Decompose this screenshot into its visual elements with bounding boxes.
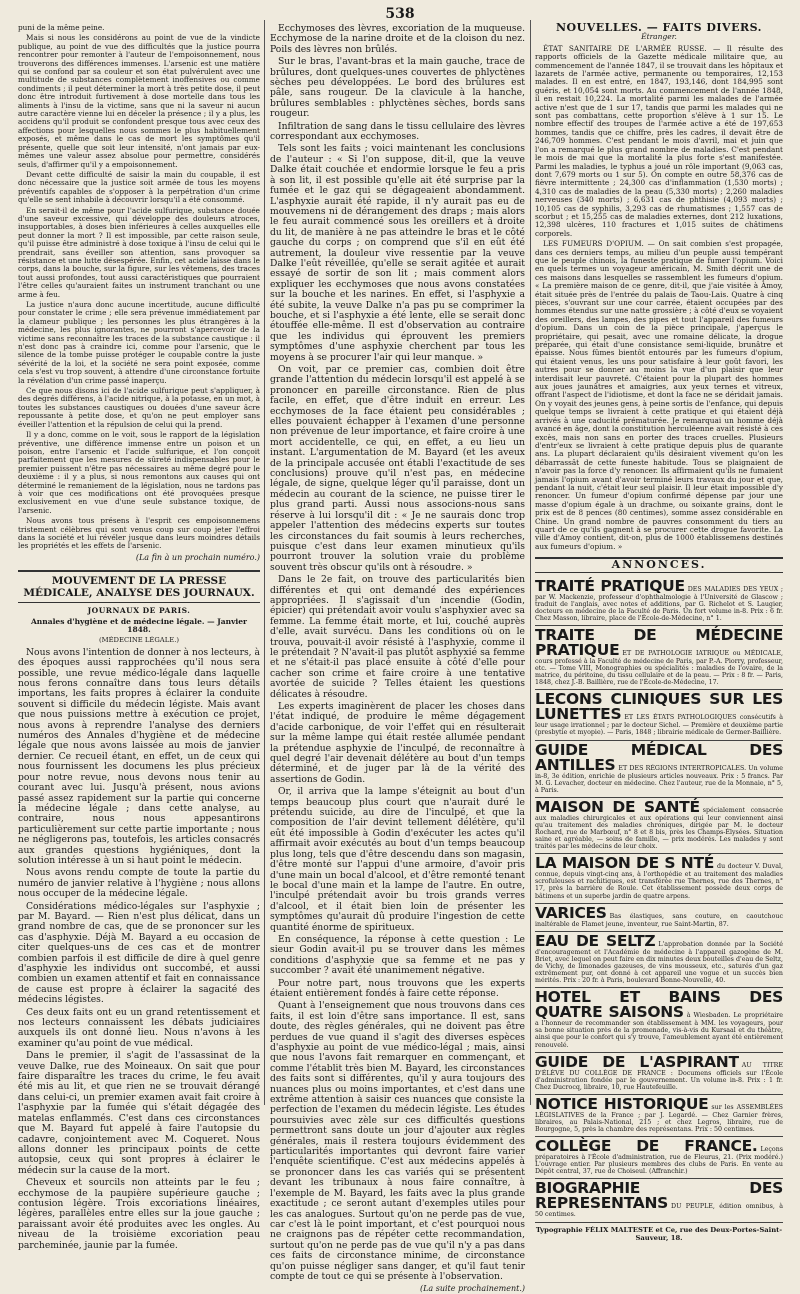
advertisement-text: sur les ASSEMBLÉES LÉGISLATIVES de la France ; par J. Legardé. — Chez Garnier frères, libraires, au Palais-National, 215 ; et chez Legros, libraire, rue de Bourgogne, 5, près la chambre des représentans. Prix : 50 centimes. xyxy=(535,1103,783,1134)
advertisement xyxy=(535,1137,783,1179)
typography-footer: Typographie FÉLIX MALTESTE et Ce, rue des Deux-Portes-Saint-Sauveur, 18. xyxy=(535,1225,783,1242)
advertisement-text: Leçons préparatoires à l'École d'administration, rue de Fleurus, 21. (Prix modéré.) L'ouvrage entier. Par plusieurs membres des clubs de Paris. En vente au Dépôt central, 37, rue de Choiseul. (Affranchir.) xyxy=(535,1146,783,1176)
advertisement xyxy=(535,798,783,854)
column-divider xyxy=(264,20,265,1105)
paragraph: On voit, par ce premier cas, combien doit être grande l'attention du médecin lorsqu'il est appelé à se prononcer en pareille circonstance. Rien de plus facile, en effet, que d'être induit en erreur. Les ecchymoses de la face étaient peu considérables ; elles pouvaient échapper à l'examen d'une personne non prévenue de leur importance, et faire croire à une mort accidentelle, ce qui, en effet, a eu lieu un instant. L'argumentation de M. Bayard (et les aveux de la principale accusée ont établi l'exactitude de ses conclusions) prouve qu'il n'est pas, en médecine légale, de signe, quelque léger qu'il paraisse, dont un médecin au courant de la science, ne puisse tirer le plus grand parti. Aussi nous associons-nous sans réserve à lui lorsqu'il dit : « Je ne saurais donc trop appeler l'attention des médecins experts sur toutes les circonstances du fait soumis à leurs recherches, puisque c'est dans leur examen minutieux qu'ils pourront trouver la solution vraie du problème souvent très obscur qu'ils ont à résoudre. » xyxy=(270,364,525,573)
paragraph: Quant à l'enseignement que nous trouvons dans ces faits, il est loin d'être sans importance. Il est, sans doute, des règles générales, qui ne doivent pas être perdues de vue quand il s'agit des diverses espèces d'asphyxie au point de vue médico-légal ; mais, ainsi que nous l'avons fait remarquer en commençant, et comme l'établit très bien M. Bayard, les circonstances des faits sont si différentes, qu'il y aura toujours des nuances plus ou moins importantes, et c'est dans une extrême attention à saisir ces nuances que consiste la perfection de l'examen du médecin légiste. Les études poursuivies avec zèle sur ces difficultés questions permettront sans doute un jour d'ajouter aux règles générales, mais il restera toujours évidemment des particularités importantes qui devront faire varier l'enquête scientifique. C'est aux médecins appelés à se prononcer dans les cas variés qui se présentent devant les tribunaux à nous faire connaître, à l'exemple de M. Bayard, les faits avec la plus grande exactitude ; ce seront autant d'exemples utiles pour les cas analogues. Surtout qu'on ne perde pas de vue, car c'est là le point important, et c'est pourquoi nous ne craignons pas de répéter cette recommandation, surtout qu'on ne perde pas de vue qu'il n'y a pas dans ces faits de circonstance minime, de circonstance qu'on puisse négliger sans danger, et qu'il faut tenir compte de tout ce qui se présente à l'observation. xyxy=(270,1000,525,1282)
advertisement-text: à Wiesbaden. Le propriétaire a l'honneur de recommander son établissement à MM. les voyageurs, pour sa bonne situation près de la promenade, vis-à-vis du Kursaal et du théâtre, ainsi que pour le confort qui s'y trouve, l'ameublement ayant été entièrement renouvelé. xyxy=(535,1012,783,1049)
advertisement xyxy=(535,1053,783,1095)
advertisement-text: spécialement consacrée aux maladies chirurgicales et aux opérations qui leur conviennent ainsi qu'au traitement des maladies chroniques, dirigée par M. le docteur Rochard, rue de Marbœuf, n° 8 et 8 bis, près les Champs-Élysées. Situation saine et agréable, — soins de famille, — prix modérés. Les malades y sont traités par les médecins de leur choix. xyxy=(535,806,783,851)
paragraph: Or, il arriva que la lampe s'éteignit au bout d'un temps beaucoup plus court que n'aurait duré le prétendu suicide, au dire de l'inculpé, et que la composition de l'air devint tellement délétère, qu'il eût été impossible à Godin d'exécuter les actes qu'il affirmait avoir exécutés au bout d'un temps beaucoup plus long, tels que d'être descendu dans son magasin, d'être monté sur l'appui d'une armoire, d'avoir pris d'une main un bocal d'alcool, et d'être remonté tenant le bocal d'une main et la lampe de l'autre. En outre, l'inculpé prétendait avoir bu trois grands verres d'alcool, et il était bien loin de présenter les symptômes qu'aurait dû produire l'ingestion de cette quantité énorme de spiritueux. xyxy=(270,786,525,933)
paragraph: Nous avons tous présens à l'esprit ces empoisonnemens tristement célèbres qui sont venus coup sur coup jeter l'effroi dans la société et lui révéler jusque dans leurs moindres détails les propriétés et les effets de l'arsenic. xyxy=(18,516,260,551)
paragraph: Infiltration de sang dans le tissu cellulaire des lèvres correspondant aux ecchymoses. xyxy=(270,120,525,143)
section-rule xyxy=(18,602,260,603)
advertisement-text: Bas élastiques, sans couture, en caoutchouc inaltérable de Flamet jeune, inventeur, rue Saint-Martin, 87. xyxy=(535,912,783,928)
journal-heading: Annales d'hygiène et de médecine légale. — Janvier 1848. xyxy=(30,616,247,634)
paragraph: puni de la même peine. xyxy=(18,23,105,32)
column-3 xyxy=(535,21,784,1242)
advertisement-text: ET DE PATHOLOGIE IATRIQUE ou MÉDICALE, cours professé à la Faculté de médecine de Paris, par P.-A. Piorry, professeur, etc. — Tome VIII, Monographies ou spécialités : maladies de l'ovaire, de la matrice, du péritoine, du tissu cellulaire et de la peau. — Prix : 8 fr. — Paris, 1848, chez J.-B. Baillière, rue de l'École-de-Médecine, 17. xyxy=(535,649,783,687)
advertisement-text: L'approbation donnée par la Société d'encouragement et l'Académie de médecine à l'appareil gazogène de M. Briet, avec lequel on peut faire en dix minutes deux bouteilles d'eau de Seltz, de Vichy, de limonades gazeuses, de vins mousseux, etc., saturés d'un gaz extrêmement pur, ont donné à cet appareil une vogue et un succès bien mérités. Prix : 20 fr. à Paris, boulevard Bonne-Nouvelle, 40. xyxy=(535,940,784,985)
advertisement xyxy=(535,854,783,903)
column-divider xyxy=(530,20,531,1105)
news-section-title: NOUVELLES. — FAITS DIVERS. xyxy=(556,21,762,34)
advertisement-heading: GUIDE DE L'ASPIRANT xyxy=(535,1052,739,1071)
advertisement-text: du docteur V. Duval, connue, depuis vingt-cinq ans, à l'orthopédie et au traitement des maladies scrofuleuses et rachitiques, est transférée rue Thernes, rue des Thernes, n° 17, près la barrière de Roule. Cet établissement possède deux corps de bâtimens et un superbe jardin de quatre arpens. xyxy=(535,863,783,900)
paragraph: Cheveux et sourcils non atteints par le feu ; ecchymose de la paupière supérieure gauche ; contusion légère. Trois excoriations linéaires, légères, parallèles entre elles sur la joue gauche ; paraissant avoir été produites avec les ongles. Au niveau de la troisième excoriation peau parcheminée, jaunie par la fumée. xyxy=(18,1177,260,1251)
paragraph: Devant cette difficulté de saisir la main du coupable, il est donc nécessaire que la justice soit armée de tous les moyens préventifs capables de s'opposer à la perpétration d'un crime qu'elle se sent inhabile à découvrir lorsqu'il a été consommé. xyxy=(18,169,260,205)
advertisement-text: DU PEUPLE, édition omnibus, à 50 centimes. xyxy=(535,1203,783,1219)
column-1 xyxy=(18,23,260,1251)
paragraph: En conséquence, la réponse à cette question : Le sieur Godin avait-il pu se trouver dans les mêmes conditions d'asphyxie que sa femme et ne pas y succomber ? avait été unanimement négative. xyxy=(270,933,525,977)
advertisement-heading: TRAITE DE MÉDECINE PRATIQUE xyxy=(535,625,783,659)
advertisement xyxy=(535,741,783,798)
advertisement-heading: COLLÈGE DE FRANCE. xyxy=(535,1137,758,1156)
paragraph: Dans le premier, il s'agit de l'assassinat de la veuve Dalke, rue des Moineaux. On sait que pour faire disparaître les traces du crime, le feu avait été mis au lit, et que rien ne se trouvait dérangé dans celui-ci, un premier examen avait fait croire à l'asphyxie par la fumée qui s'était dégagée des matelas enflammés. C'est dans ces circonstances que M. Bayard fut appelé à faire l'autopsie du cadavre, conjointement avec M. Coqueret. Nous allons donner les principaux points de cette autopsie, ceux qui sont propres à éclairer le médecin sur la cause de la mort. xyxy=(18,1050,260,1176)
advertisement-heading: GUIDE MÉDICAL DES ANTILLES xyxy=(535,740,783,774)
advertisement-text: DES MALADIES DES YEUX ; par W. Mackenzie, professeur d'ophthalmologie à l'Université de Glascow ; traduit de l'anglais, avec notes et additions, par G. Richelot et S. Laugier, docteurs en médecine de la Faculté de Paris. Un fort volume in-8. Prix : 6 fr. Chez Masson, libraire, place de l'École-de-Médecine, n° 1. xyxy=(535,585,783,622)
paragraph: Pour notre part, nous trouvons que les experts étaient entièrement fondés à faire cette réponse. xyxy=(270,977,525,999)
advertisement-text: ET LES ÉTATS PATHOLOGIQUES consécutifs à leur usage irrationnel ; par le docteur Sichel. — Première et deuxième partie (presbytie et myopie). — Paris, 1848 ; librairie médicale de Germer-Baillière. xyxy=(535,714,783,737)
paragraph: Ces deux faits ont eu un grand retentissement et nos lecteurs connaissent les débats judiciaires auxquels ils ont donné lieu. Nous n'avons à les examiner qu'au point de vue médical. xyxy=(18,1006,260,1049)
column-2 xyxy=(270,23,525,1294)
page-number: 538 xyxy=(385,6,415,22)
paragraph: En serait-il de même pour l'acide sulfurique, substance douée d'une saveur excessive, qui développe des douleurs atroces, insupportables, à doses bien inférieures à celles auxquelles elle peut donner la mort ? Il est impossible, par cette raison seule, qu'il puisse être administré à dose toxique à l'insu de celui qui le prendrait, sans éveiller son attention, sans provoquer sa résistance et une lutte désespérée. Enfin, cet acide laisse dans le corps, dans la bouche, sur la figure, sur les vêtemens, des traces tout aussi profondes, tout aussi caractéristiques que pourraient l'être celles qu'auraient faites un instrument tranchant ou une arme à feu. xyxy=(18,205,260,299)
advertisement-heading: MAISON DE SANTÉ xyxy=(535,797,700,816)
paragraph: ÉTAT SANITAIRE DE L'ARMÉE RUSSE. — Il résulte des rapports officiels de la Gazette médicale militaire que, au commencement de l'année 1847, il se trouvait dans les hôpitaux et lazarets de l'armée active, permanente ou temporaires, 12,153 malades. Il en est entré, en 1847, 193,146, dont 184,995 sont guéris, et 10,054 sont morts. Au commencement de l'année 1848, il en restait 10,224. La mortalité parmi les malades de l'armée active n'est que de 1 sur 17, tandis que parmi les malades qui ne sont pas combattans, cette proportion s'élève à 1 sur 15. Le nombre effectif des troupes de l'armée active a été de 197,653 hommes, tandis que ce chiffre, près les cadres, il devait être de 246,709 hommes. C'est pendant le mois d'avril, mai et juin que l'on a remarqué le plus grand nombre de maladies. C'est pendant le mois de mai que la mortalité la plus forte s'est manifestée. Parmi les maladies, le typhus a joué un rôle important (9,063 cas, dont 7,679 morts ou 1 sur 5). On compte en outre 58,376 cas de fièvre intermittente ; 24,300 cas d'inflammation (1,530 morts) ; 4,310 cas de maladies de la peau (5,330 morts) ; 2,260 maladies nerveuses (340 morts) ; 6,631 cas de phthisie (4,093 morts) ; 10,105 cas de syphilis, 3,293 cas de rhumatismes ; 1,557 cas de scorbut ; et 15,255 cas de maladies externes, dont 212 luxations, 12,398 ulcères, 110 fractures et 1,015 suites de châtimens corporels. xyxy=(535,43,783,238)
paragraph: Ecchymoses des lèvres, excoriation de la muqueuse. Ecchymose de la narine droite et de la cloison du nez. Poils des lèvres non brûlés. xyxy=(270,23,525,55)
paragraph: Les experts imaginèrent de placer les choses dans l'état indiqué, de produire le même dégagement d'acide carbonique, de voir l'effet qui en résulterait sur la même lampe qui était restée allumée pendant la prétendue asphyxie de l'inculpé, de reconnaître à quel degré l'air devenait délétère au bout d'un temps déterminé, et de juger par là de la vérité des assertions de Godin. xyxy=(270,701,525,785)
advertisement xyxy=(535,690,783,740)
continuation-note: (La suite prochainement.) xyxy=(419,1284,525,1294)
advertisement xyxy=(535,988,783,1052)
advertisement xyxy=(535,577,783,626)
advertisement-text: AU TITRE D'ÉLÈVE DU COLLÈGE DE FRANCE : Documens officiels sur l'École d'administration fondée par le gouvernement. Un volume in-8. Prix : 1 fr. Chez Ducrocq, libraire, 10, rue Hautefeuille. xyxy=(535,1061,783,1091)
paragraph: Mais si nous les considérons au point de vue de la vindicte publique, au point de vue des difficultés que la justice pourra rencontrer pour remonter à l'auteur de l'empoisonnement, nous trouverons des différences immenses. L'arsenic est une matière qui se confond par sa couleur et son état pulvérulent avec une multitude de substances complètement inoffensives ou comme condiments ; il peut déterminer la mort à très petite dose, il peut donc être introduit furtivement à dose mortelle dans tous les aliments à l'insu de la victime, sans que ni la saveur ni aucun autre caractère vienne lui en déceler la présence ; il y a plus, les accidens qu'il produit se confondent presque tous avec ceux des affections pour lesquelles nous sommes le plus habituellement exposés, et même dans le cas de mort les symptômes qu'il présente, quelle que soit leur intensité, n'ont jamais par eux-mêmes une valeur assez absolue pour permettre, considérés seuls, d'affirmer qu'il y a empoisonnement. xyxy=(18,33,260,169)
advertisement-heading: HOTEL ET BAINS DES QUATRE SAISONS xyxy=(535,988,783,1022)
paragraph: LES FUMEURS D'OPIUM. — On sait combien s'est propagée, dans ces derniers temps, au milieu d'un peuple aussi tempérant que le peuple chinois, la funeste pratique de fumer l'opium. Voici en quels termes un voyageur américain, M. Smith décrit une de ces maisons dans lesquelles se rassemblent les fumeurs d'opium. « La première maison de ce genre, dit-il, que j'aie visitée à Amoy, était située près de l'entrée du palais de Taou-Lais. Quatre à cinq pièces, s'ouvrant sur une cour carrée, étaient occupées par des hommes étendus sur une natte grossière ; à côté d'eux se voyaient des oreillers, des lampes, des pipes et tout l'appareil des fumeurs d'opium. Dans un coin de la pièce principale, j'aperçus le propriétaire, qui pesait, avec une romaine délicate, la drogue préparée, qui était d'une consistance semi-liquide, brunâtre et épaisse. Nous fûmes bientôt entourés par les fumeurs d'opium, qui étaient venus, les uns pour satisfaire à leur goût favori, les autres pour se donner au moins la vue d'un plaisir que leur interdisait leur pauvreté. C'étaient pour la plupart des hommes aux joues jaunâtres et amaigries, aux yeux ternes et vitreux, offrant l'aspect de l'idiotisme, et dont la face ne se déridait jamais. On y voyait des jeunes gens, à peine sortis de l'enfance, qui depuis quelque temps se livraient à cette pratique et qui étaient déjà arrivés à une caducité prématurée. Je remarquai un homme déjà avancé en âge, dont la constitution herculéenne avait résisté à ces excès, mais non sans en porter des traces cruelles. Plusieurs d'entr'eux se livraient à cette pratique depuis plus de quarante ans. La plupart déclaraient qu'ils désiraient vivement qu'on les débarrassât de cette funeste habitude. Tous se plaignaient de n'avoir pas la force d'y renoncer. Ils affirmaient qu'ils ne fumaient jamais l'opium avant d'avoir terminé leurs travaux du jour et que, pendant la nuit, c'était leur seul plaisir. Il leur était impossible d'y renoncer. Un fumeur d'opium confirmé dépense par jour une masse d'opium égale à un drachme, ou soixante grains, dont le prix est de 8 pences (80 centimes), somme assez considérable en Chine. Un grand nombre de pauvres consomment du tiers au quart de ce qu'ils gagnent à se procurer cette drogue favorite. La ville d'Amoy contient, dit-on, plus de 1000 établissemens destinés aux fumeurs d'opium. » xyxy=(535,239,783,551)
advertisement xyxy=(535,1095,783,1137)
advertisements xyxy=(535,577,783,1223)
paragraph: Il y a donc, comme on le voit, sous le rapport de la législation préventive, une différence immense entre un poison et un poison, entre l'arsenic et l'acide sulfurique, et l'on conçoit parfaitement que les mesures de sûreté indispensables pour le premier puissent n'être pas nécessaires au même degré pour le deuxième : il y a plus, si nous remontons aux causes qui ont déterminé le remaniement de la législation, nous ne tardons pas à voir que ces modifications ont été provoquées presque exclusivement en vue d'une seule substance toxique, de l'arsenic. xyxy=(18,430,260,515)
paragraph: Nous avons l'intention de donner à nos lecteurs, à des époques aussi rapprochées qu'il nous sera possible, une revue médico-légale dans laquelle nous ferons connaître dans tous leurs détails importans, les faits propres à éclairer la conduite souvent si difficile du médecin légiste. Mais avant que nous puissions mettre à exécution ce projet, nous avons à reprendre l'analyse des derniers numéros des Annales d'hygiène et de médecine légale que nous avons laissée au mois de janvier dernier. Ce recueil étant, en effet, un de ceux qui nous fournissent les documens les plus précieux pour notre revue, nous devons nous tenir au courant avec lui. Jusqu'à présent, nous avions passé assez rapidement sur la partie qui concerne la médecine légale ; dans cette analyse, au contraire, nous nous appesantirons particulièrement sur cette partie importante ; nous ne négligerons pas, toutefois, les articles consacrés aux grandes questions hygiéniques, dont la solution intéresse à un si haut point le médecin. xyxy=(18,646,260,866)
advertisement-heading: VARICES xyxy=(535,903,607,922)
paragraph: Tels sont les faits ; voici maintenant les conclusions de l'auteur : « Si l'on suppose, dit-il, que la veuve Dalke était couchée et endormie lorsque le feu a pris à son lit, il est possible qu'elle ait été surprise par la fumée et le gaz qui se dégageaient abondamment. L'asphyxie aurait été rapide, il n'y aurait pas eu de mouvemens ni de dérangement des draps ; mais alors le feu aurait commencé sous les oreillers et à droite du lit, de manière à ne pas atteindre le bras et le côté gauche du corps ; on comprend que s'il en eût été autrement, la douleur vive ressentie par la veuve Dalke l'eût réveillée, qu'elle se serait agitée et aurait essayé de sortir de son lit ; mais comment alors expliquer les ecchymoses que nous avons constatées sur la bouche et les narines. En effet, si l'asphyxie a été subite, la veuve Dalke n'a pas pu se comprimer la bouche, et si l'asphyxie a été lente, elle se serait donc étouffée elle-même. Il est d'observation au contraire que les individus qui éprouvent les premiers symptômes d'une asphyxie cherchent par tous les moyens à se procurer l'air qui leur manque. » xyxy=(270,143,525,363)
advertisement xyxy=(535,932,783,988)
paragraph: Considérations médico-légales sur l'asphyxie ; par M. Bayard. — Rien n'est plus délicat, dans un grand nombre de cas, que de se prononcer sur les cas d'asphyxie. Déjà M. Bayard a eu occasion de citer quelques-uns de ces cas et de montrer combien parfois il est difficile de dire à quel genre d'asphyxie les individus ont succombé, et aussi combien un examen attentif et fait en connaissance de cause est propre à éclairer la sagacité des médecins légistes. xyxy=(18,900,260,1006)
paragraph: Nous avons rendu compte de toute la partie du numéro de janvier relative à l'hygiène ; nous allons nous occuper de la médecine légale. xyxy=(18,867,260,900)
paragraph: Ce que nous disons ici de l'acide sulfurique peut s'appliquer, à des degrés différens, à l'acide nitrique, à la potasse, en un mot, à toutes les substances caustiques ou douées d'une saveur âcre repoussante à petite dose, et qu'on ne peut employer sans éveiller l'attention et la répulsion de celui qui la prend. xyxy=(18,386,260,429)
advertisement xyxy=(535,904,783,932)
paragraph: Dans le 2e fait, on trouve des particularités bien différentes et qui ont demandé des expériences appropriées. Il s'agissait d'un incendie (Godin, épicier) qui prétendait avoir voulu s'asphyxier avec sa femme. La femme était morte, et lui, couché auprès d'elle, avait survécu. Dans les conditions où on le trouva, pouvait-il avoir résisté à l'asphyxie, comme il le prétendait ? N'avait-il pas plutôt asphyxié sa femme et ne s'était-il pas placé ensuite à côté d'elle pour cacher son crime et faire croire à une tentative avortée de suicide ? Telles étaient les questions délicates à résoudre. xyxy=(270,574,525,700)
news-subtitle: Étranger. xyxy=(641,32,677,42)
advertisement-heading: LA MAISON DE S NTÉ xyxy=(535,854,715,873)
section-title: MOUVEMENT DE LA PRESSE MÉDICALE, ANALYSE DES JOURNAUX. xyxy=(23,575,255,600)
paragraph: La justice n'aura donc aucune incertitude, aucune difficulté pour constater le crime ; elle sera prévenue immédiatement par la clameur publique ; les personnes les plus étrangères à la médecine, les plus ignorantes, ne pourront s'apercevoir de la victime sans reconnaître les traces de la substance caustique : il n'est donc pas à craindre ici, comme pour l'arsenic, que le silence de la tombe puisse protéger le coupable contre la juste sévérité de la loi, et la société ne sera point exposée, comme cela s'est vu trop souvent, à attendre d'une circonstance fortuite la révélation d'un crime passé inaperçu. xyxy=(18,300,260,385)
advertisement xyxy=(535,1179,783,1222)
advertisement-heading: TRAITÉ PRATIQUE xyxy=(535,576,685,595)
advertisement-heading: BIOGRAPHIE DES REPRESENTANS xyxy=(535,1179,783,1213)
advertisement-heading: NOTICE HISTORIQUE xyxy=(535,1094,709,1113)
journal-subheading: (MÉDECINE LÉGALE.) xyxy=(98,636,180,645)
advertisement-text: ET DES RÉGIONS INTERTROPICALES. Un volume in-8, 3e édition, enrichie de plusieurs articles nouveaux. Prix : 5 francs. Par M. G. Levacher, docteur en médecine. Chez l'auteur, rue de la Monnaie, n° 5, à Paris. xyxy=(535,764,783,794)
paragraph: Sur le bras, l'avant-bras et la main gauche, trace de brûlures, dont quelques-unes couvertes de phlyctènes sèches peu développées. Le bord des brûlures est pâle, sans rougeur. De la clavicule à la hanche, brûlures semblables : phlyctènes sèches, bords sans rougeur. xyxy=(270,56,525,120)
continuation-note: (La fin à un prochain numéro.) xyxy=(135,552,260,562)
advertisement-heading: EAU DE SELTZ xyxy=(535,931,656,950)
advertisement xyxy=(535,626,783,690)
section-rule xyxy=(18,570,260,572)
annonces-title: ANNONCES. xyxy=(535,557,783,572)
advertisement-heading: LECONS CLINIQUES SUR LES LUNETTES xyxy=(535,690,783,724)
subsection-title: JOURNAUX DE PARIS. xyxy=(87,606,191,616)
